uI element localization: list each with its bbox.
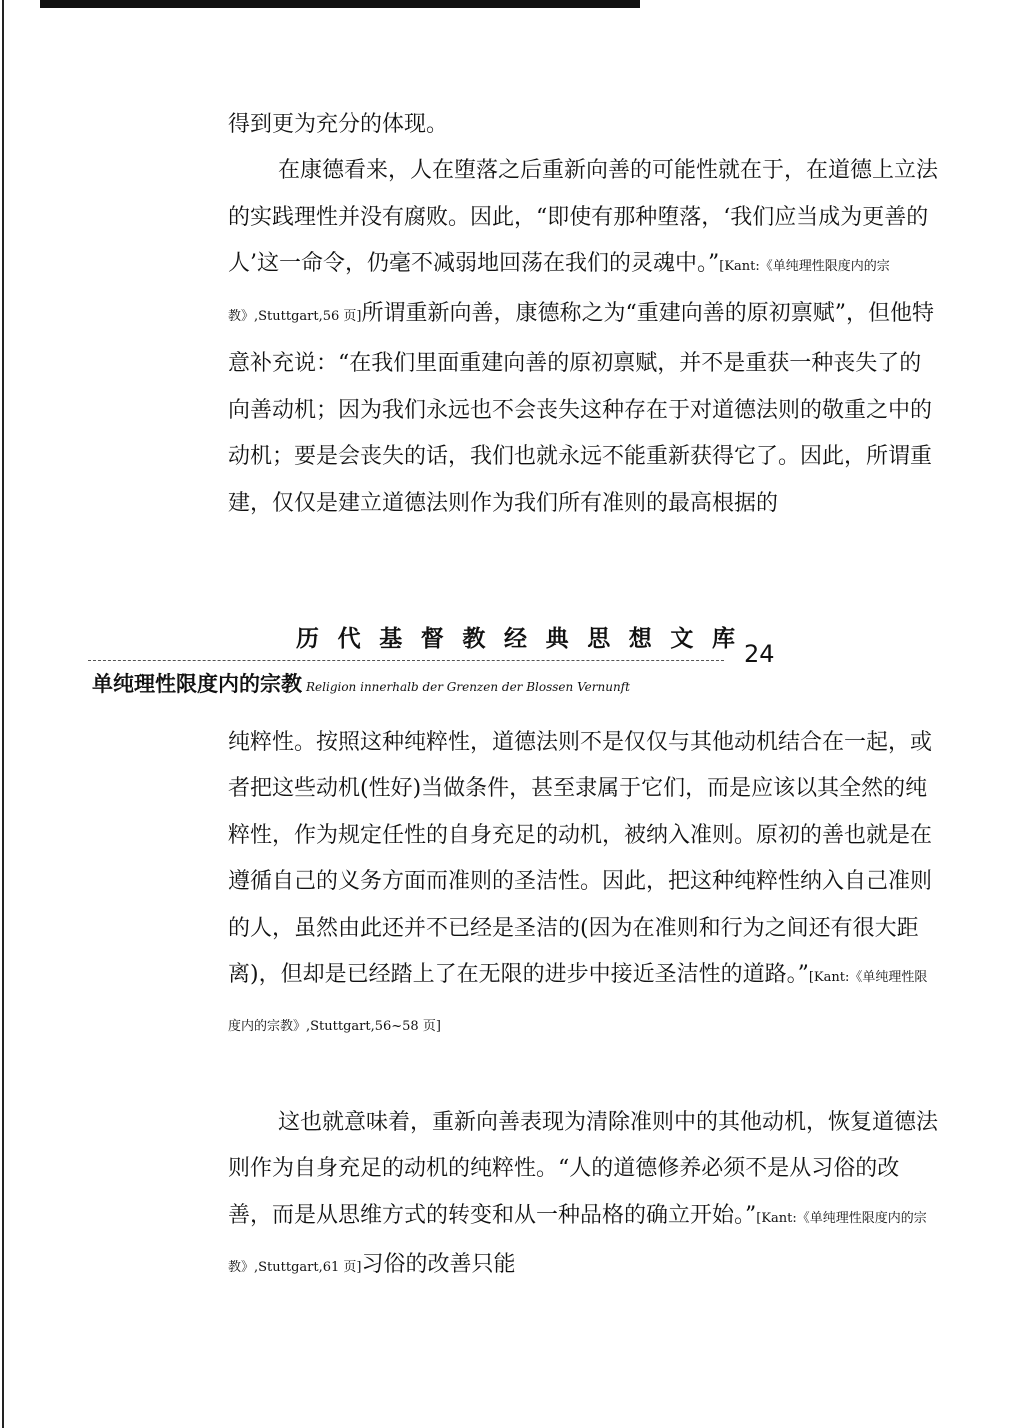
paragraph-text: 这也就意味着，重新向善表现为清除准则中的其他动机，恢复道德法则作为自身充足的动机的纯粹性。“人的道德修养必须不是从习俗的改善，而是从思维方式的转变和从一种品格的确立开始。”: [228, 1110, 939, 1228]
paragraph-text: 习俗的改善只能: [361, 1252, 516, 1278]
page-number: 24: [744, 640, 775, 668]
book-title-chinese: 单纯理性限度内的宗教: [92, 672, 302, 696]
paragraph-text: 纯粹性。按照这种纯粹性，道德法则不是仅仅与其他动机结合在一起，或者把这些动机(性好)当做条件，甚至隶属于它们，而是应该以其全然的纯粹性，作为规定任性的自身充足的动机，被纳入准则。原初的善也就是在遵循自己的义务方面而准则的圣洁性。因此，把这种纯粹性纳入自己准则的人，虽然由此还并不已经是圣洁的(因为在准则和行为之间还有很大距离)，但却是已经踏上了在无限的进步中接近圣洁性的道路。”: [228, 730, 933, 988]
book-title: [92, 668, 630, 698]
scan-left-edge: [2, 0, 4, 1428]
paragraph-text: 在康德看来，人在堕落之后重新向善的可能性就在于，在道德上立法的实践理性并没有腐败。因此，“即使有那种堕落，‘我们应当成为更善的人’这一命令，仍毫不减弱地回荡在我们的灵魂中。”: [228, 158, 939, 277]
citation: [Kant:《单纯理性限度内的宗教》,Stuttgart,56~58 页]: [228, 970, 928, 1035]
citation: [Kant:《单纯理性限度内的宗教》,Stuttgart,61 页]: [228, 1210, 927, 1276]
series-title: 历代基督教经典思想文库: [296, 626, 736, 652]
scan-top-border: [40, 0, 640, 8]
header-divider: [88, 660, 724, 661]
book-title-latin: Religion innerhalb der Grenzen der Blossen Vernunft: [306, 680, 630, 694]
paragraph-continuation: 得到更为充分的体现。: [228, 112, 449, 137]
citation: [Kant:《单纯理性限度内的宗教》,Stuttgart,56 页]: [228, 259, 890, 325]
paragraph-moral-cultivation: [228, 1100, 938, 1292]
paragraph-kant-fall: [228, 148, 938, 528]
paragraph-purity: [228, 720, 938, 1051]
paragraph-text: 所谓重新向善，康德称之为“重建向善的原初禀赋”，但他特意补充说：“在我们里面重建向善的原初禀赋，并不是重获一种丧失了的向善动机；因为我们永远也不会丧失这种存在于对道德法则的敬重之中的动机；要是会丧失的话，我们也就永远不能重新获得它了。因此，所谓重建，仅仅是建立道德法则作为我们所有准则的最高根据的: [228, 301, 934, 516]
